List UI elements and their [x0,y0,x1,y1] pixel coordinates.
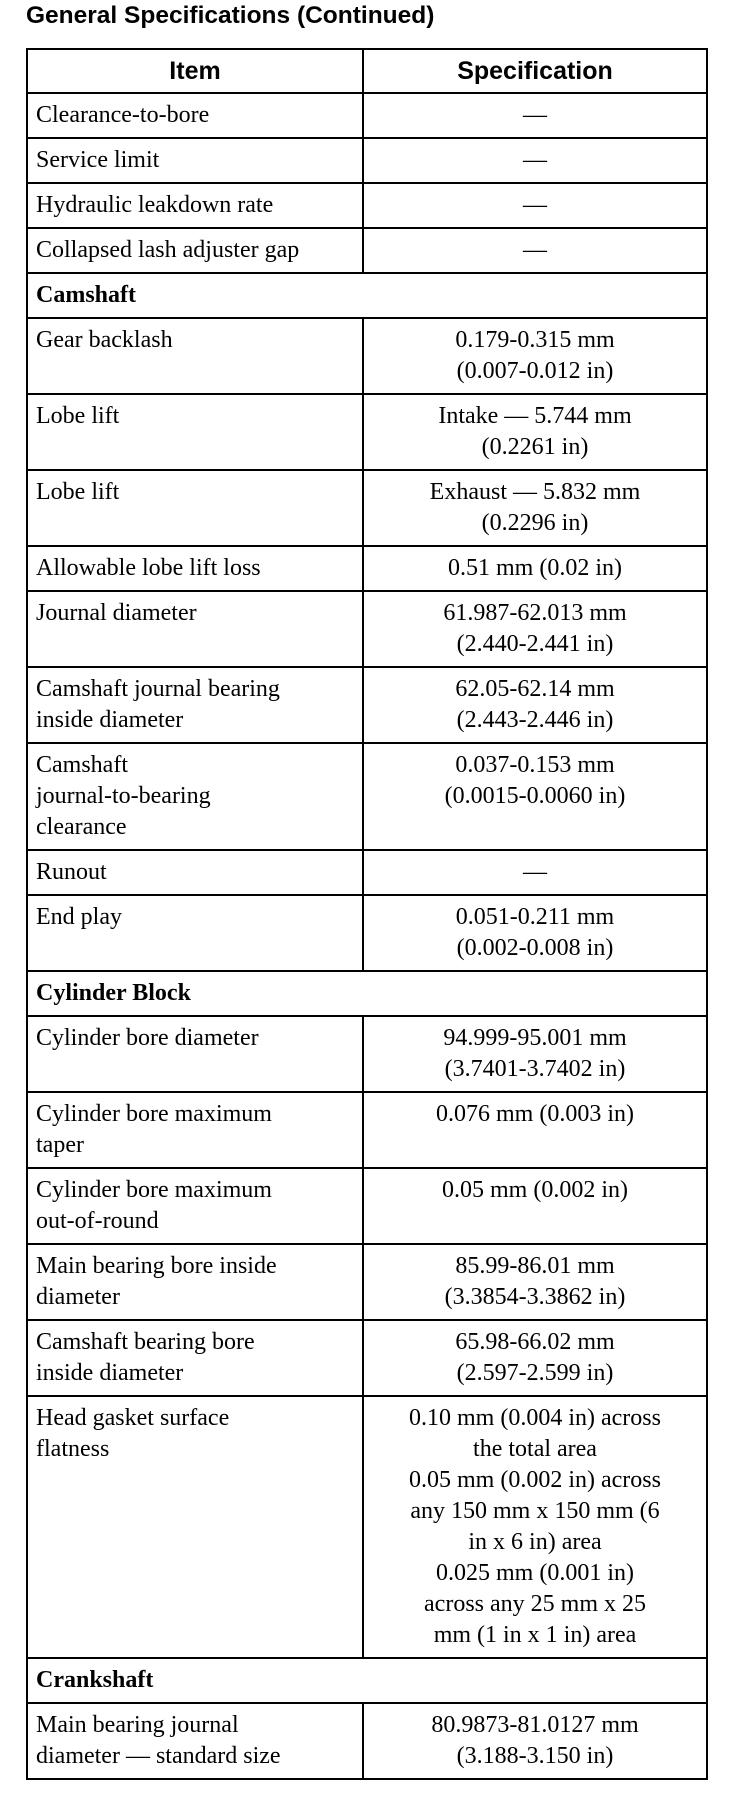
item-cell: Cylinder bore diameter [27,1016,363,1092]
specification-cell: — [363,228,707,273]
table-row [27,394,707,470]
item-cell: Camshaft bearing bore inside diameter [27,1320,363,1396]
item-cell: Gear backlash [27,318,363,394]
section-title: Cylinder Block [27,971,707,1016]
table-row [27,93,707,138]
table-body [27,93,707,1779]
specification-cell: — [363,183,707,228]
table-row [27,1092,707,1168]
specifications-table [26,48,708,1780]
item-cell: Journal diameter [27,591,363,667]
table-row [27,470,707,546]
item-cell: Lobe lift [27,470,363,546]
table-row [27,743,707,850]
specification-cell: 0.10 mm (0.004 in) across the total area 0.05 mm (0.002 in) across any 150 mm x 150 mm (6 in x 6 in) area 0.025 mm (0.001 in) across any 25 mm x 25 mm (1 in x 1 in) area [363,1396,707,1658]
specification-cell: 80.9873-81.0127 mm (3.188-3.150 in) [363,1703,707,1779]
table-row [27,228,707,273]
item-cell: Head gasket surface flatness [27,1396,363,1658]
specification-cell: 0.51 mm (0.02 in) [363,546,707,591]
table-row [27,1703,707,1779]
item-cell: Runout [27,850,363,895]
specification-cell: — [363,138,707,183]
table-row [27,1320,707,1396]
table-row [27,850,707,895]
item-cell: Main bearing journal diameter — standard size [27,1703,363,1779]
section-title: Crankshaft [27,1658,707,1703]
table-row [27,1244,707,1320]
item-cell: Allowable lobe lift loss [27,546,363,591]
item-cell: Lobe lift [27,394,363,470]
table-row [27,667,707,743]
table-row [27,1396,707,1658]
item-cell: Service limit [27,138,363,183]
table-row [27,183,707,228]
item-cell: Collapsed lash adjuster gap [27,228,363,273]
column-header-item: Item [27,49,363,93]
table-row [27,546,707,591]
item-cell: Main bearing bore inside diameter [27,1244,363,1320]
section-header-row [27,971,707,1016]
specification-cell: 0.179-0.315 mm (0.007-0.012 in) [363,318,707,394]
table-row [27,591,707,667]
section-title: Camshaft [27,273,707,318]
specification-cell: — [363,93,707,138]
specification-cell: 85.99-86.01 mm (3.3854-3.3862 in) [363,1244,707,1320]
specification-cell: 65.98-66.02 mm (2.597-2.599 in) [363,1320,707,1396]
column-header-specification: Specification [363,49,707,93]
item-cell: Clearance-to-bore [27,93,363,138]
table-header-row [27,49,707,93]
item-cell: Hydraulic leakdown rate [27,183,363,228]
table-row [27,138,707,183]
specification-cell: 62.05-62.14 mm (2.443-2.446 in) [363,667,707,743]
table-row [27,895,707,971]
section-header-row [27,273,707,318]
item-cell: Cylinder bore maximum out-of-round [27,1168,363,1244]
specification-cell: Exhaust — 5.832 mm (0.2296 in) [363,470,707,546]
specification-cell: Intake — 5.744 mm (0.2261 in) [363,394,707,470]
specification-cell: 94.999-95.001 mm (3.7401-3.7402 in) [363,1016,707,1092]
specification-cell: 0.05 mm (0.002 in) [363,1168,707,1244]
page-title: General Specifications (Continued) [26,2,435,29]
item-cell: Camshaft journal-to-bearing clearance [27,743,363,850]
specification-cell: — [363,850,707,895]
section-header-row [27,1658,707,1703]
specification-cell: 0.076 mm (0.003 in) [363,1092,707,1168]
specification-cell: 61.987-62.013 mm (2.440-2.441 in) [363,591,707,667]
item-cell: Cylinder bore maximum taper [27,1092,363,1168]
table-row [27,1168,707,1244]
specification-cell: 0.051-0.211 mm (0.002-0.008 in) [363,895,707,971]
item-cell: End play [27,895,363,971]
table-row [27,1016,707,1092]
specification-cell: 0.037-0.153 mm (0.0015-0.0060 in) [363,743,707,850]
item-cell: Camshaft journal bearing inside diameter [27,667,363,743]
table-row [27,318,707,394]
